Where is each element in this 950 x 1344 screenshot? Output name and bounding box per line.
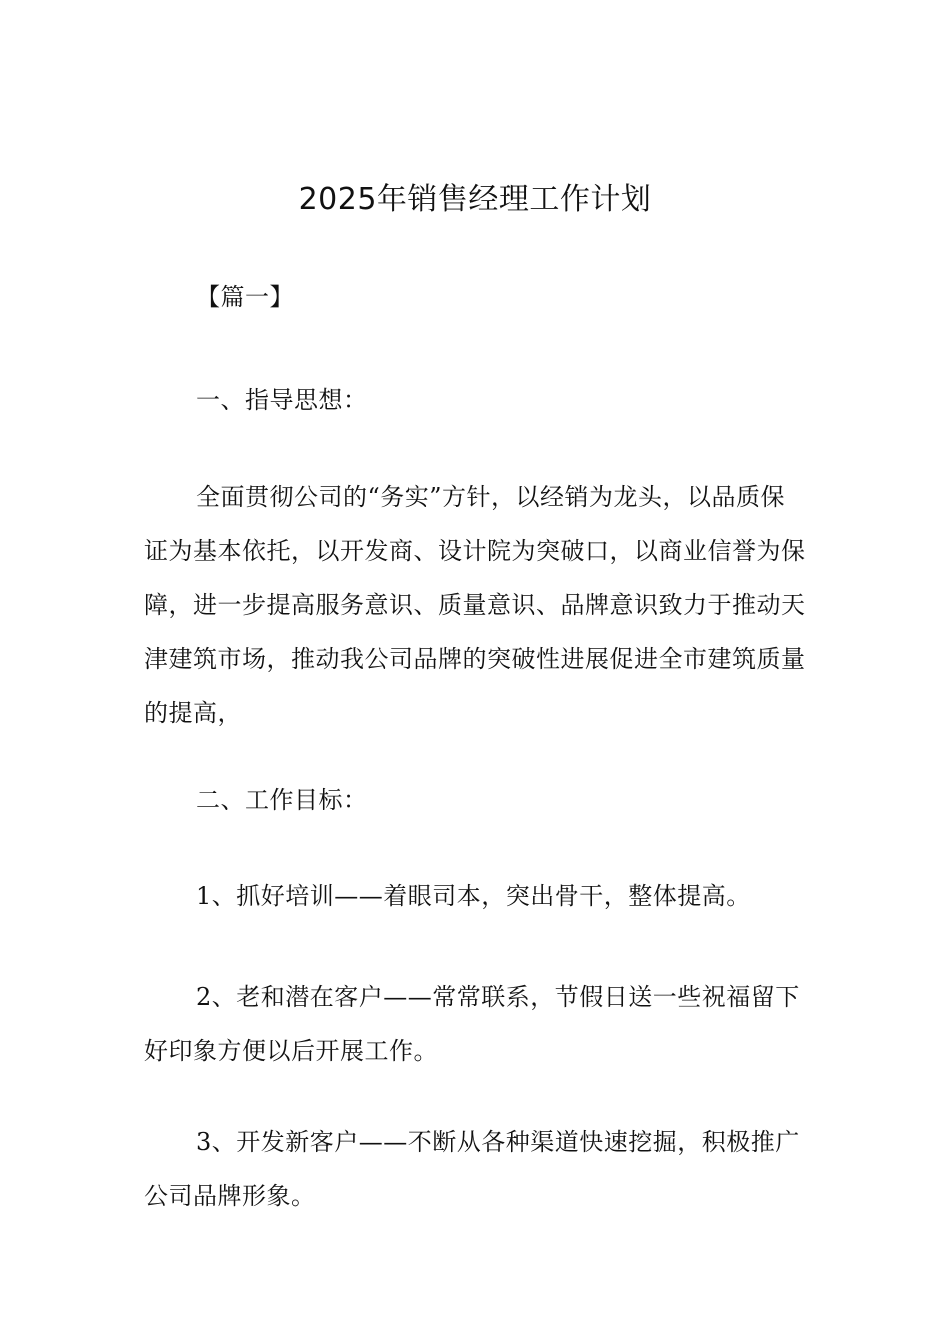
list-item-training: 1、抓好培训——着眼司本，突出骨干，整体提高。 bbox=[196, 882, 751, 910]
heading-guiding-ideology: 一、指导思想： bbox=[196, 386, 368, 414]
document-title: 2025年销售经理工作计划 bbox=[298, 182, 652, 217]
list-item-new-clients: 3、开发新客户——不断从各种渠道快速挖掘，积极推广公司品牌形象。 bbox=[144, 1128, 800, 1210]
paragraph-guiding-ideology: 全面贯彻公司的“务实”方针，以经销为龙头，以品质保证为基本依托，以开发商、设计院为突破口，以商业信誉为保障，进一步提高服务意识、质量意识、品牌意识致力于推动天津建筑市场，推动我公司品牌的突破性进展促进全市建筑质量的提高， bbox=[144, 483, 806, 727]
section-label: 【篇一】 bbox=[196, 283, 294, 311]
list-item-existing-clients: 2、老和潜在客户——常常联系，节假日送一些祝福留下好印象方便以后开展工作。 bbox=[144, 983, 800, 1065]
heading-work-goals: 二、工作目标： bbox=[196, 786, 368, 814]
